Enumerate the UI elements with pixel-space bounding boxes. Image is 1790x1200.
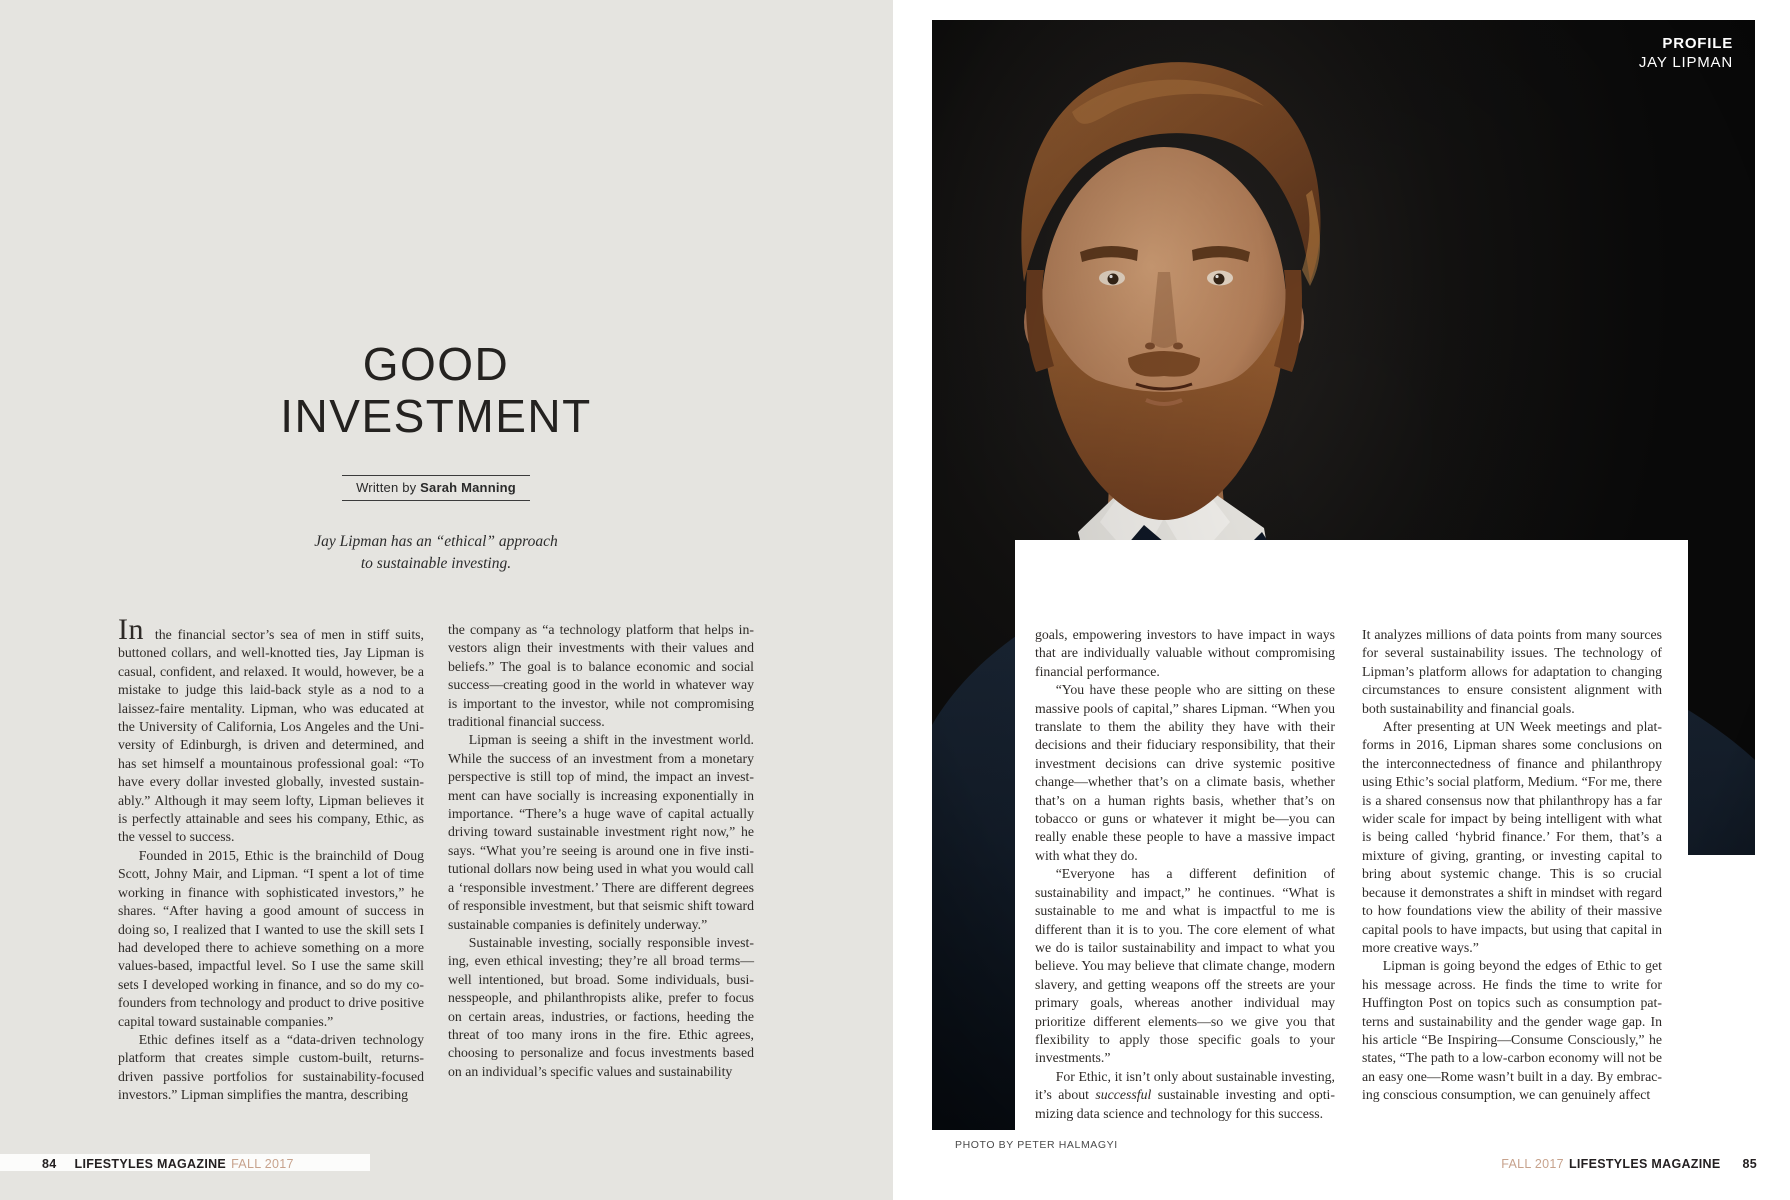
deck-line-2: to sustainable investing. [360,555,512,572]
title-block [118,0,754,575]
left-column-2 [448,621,754,1105]
photo-crop-patch [1688,855,1760,1132]
paragraph [1035,1068,1335,1123]
paragraph-text: sustainable investing and optimizing data science and technology for this success. [1035,1087,1335,1121]
paragraph: “Everyone has a different definition of sustainability and impact,” he continues. “What is sustainable to me and what is impactful to me is different than it is to you. The core element of what we do is tailor sustainability and impact to what you believe. You may believe that climate change, modern slavery, and getting weapons off the streets are your primary goals, whereas another individual may prioritize different elements—so we give you that flexibility to apply those specific goals to your investments.” [1035,866,1335,1066]
right-page-footer [1501,1157,1757,1171]
paragraph: It analyzes millions of data points from many sources for several sustainability issues. The technology of Lipman’s platform allows for adaptation to changing circumstances to ensure consistent alignment with both sustainability and financial goals. [1362,627,1662,716]
left-page-footer [42,1157,294,1171]
article-text-box [1015,540,1688,1130]
deck-line-1: Jay Lipman has an “ethical” approach [314,533,558,550]
article-deck [118,531,754,575]
right-column-2 [1362,626,1662,1130]
paragraph: Lipman is going beyond the edges of Ethic to get his message across. He finds the time to write for Huffington Post on topics such as consumption patterns and sustainability and the gender wage gap. In his article “Be Inspiring—Consume Consciously,” he states, “The path to a low-carbon economy will not be an easy one—Rome wasn’t built in a day. By embracing conscious consumption, we can genuinely affect [1362,958,1662,1103]
right-column-1 [1035,626,1335,1130]
paragraph: After presenting at UN Week meetings and platforms in 2016, Lipman shares some conclusions on the interconnectedness of finance and philanthropy using Ethic’s social platform, Medium. “For me, there is a shared consensus now that philanthropy has a far wider scale for impact by being intelligent with what is being called ‘hybrid finance.’ For them, that’s a mixture of giving, granting, or investing capital to bring about systemic change. This is so crucial because it demonstrates a shift in mindset with regard to how foundations view the ability of their massive capital pools to have impacts, but using that capital in more creative ways.” [1362,719,1662,955]
byline [342,475,530,501]
paragraph: goals, empowering investors to have impact in ways that are individually valuable without compromising financial performance. [1035,627,1335,679]
paragraph [118,613,424,847]
page-number: 85 [1742,1157,1757,1171]
byline-prefix: Written by [356,480,421,495]
paragraph: Lipman is seeing a shift in the investment world. While the success of an investment from a monetary perspective is still top of mind, the impact an investment can have socially is increasing exponentially in importance. “There’s a huge wave of capital actually driving toward sustainable investment right now,” he says. “What you’re seeing is around one in five institutional dollars now being used in what you would call a ‘responsible investment.’ There are different degrees of responsible investment, but that seismic shift toward sustainable companies is definitely underway.” [448,732,754,932]
body-columns [118,613,754,1105]
kicker-subject-name: JAY LIPMAN [1638,54,1733,71]
paragraph: Ethic defines itself as a “data-driven technology platform that creates simple custom-built, returns-driven passive portfolios for sustainability-focused investors.” Lipman simplifies the mantra, describing [118,1031,424,1103]
emphasized-word: successful [1095,1087,1152,1103]
title-line-1: GOOD [362,338,510,390]
photo-credit: PHOTO BY PETER HALMAGYI [955,1139,1118,1151]
paragraph: Founded in 2015, Ethic is the brainchild of Doug Scott, Johny Mair, and Lipman. “I spent a lot of time working in finance with sophisticated investors,” he shares. “After having a good amount of success in doing so, I realized that I wanted to use the skill sets I had developed there to achieve something on a more values-based, impactful level. So I use the same skill sets I developed working in finance, and so do my co-founders from technology and product to drive positive capital toward sustainable companies.” [118,847,424,1029]
page-number: 84 [42,1157,57,1171]
kicker [1639,34,1733,72]
paragraph-text: For Ethic, it isn’t only about sustainable investing, it’s about [1035,1068,1335,1103]
issue-label: FALL 2017 [231,1157,294,1171]
left-page [0,0,893,1200]
title-line-2: INVESTMENT [280,390,592,442]
paragraph-text: the financial sector’s sea of men in stiff suits, buttoned collars, and well-knotted ties, Jay Lipman is casual, confident, and relaxed. It would, however, be a mistake to judge this laid-back style as a nod to a laissez-faire mentality. Lipman, who was educated at the University of California, Los Angeles and the University of Edinburgh, is driven and determined, and has set himself a mountainous professional goal: “To have every dollar invested globally, invested sustainably.” Although it may seem lofty, Lipman believes it is perfectly attainable and sees his company, Ethic, as the vessel to success. [118,627,424,845]
paragraph: the company as “a technology platform that helps investors align their investments with their values and beliefs.” The goal is to balance economic and social success—creating good in the world in whatever way is important to the investor, while not compromising traditional financial success. [448,622,754,730]
paragraph: Sustainable investing, socially responsible investing, even ethical investing; they’re all broad terms—well intentioned, but broad. Some individuals, businesspeople, and philanthropists alike, prefer to focus on certain areas, industries, or factions, heeding the threat of too many irons in the fire. Ethic agrees, choosing to personalize and focus investments based on an individual’s specific values and sustainability [448,934,754,1079]
left-column-1 [118,613,424,1105]
article-title [118,338,754,442]
paragraph: “You have these people who are sitting on these massive pools of capital,” shares Lipman. “When you translate to them the ability they have with their decisions and their fiduciary responsibility, that their investment decisions can drive systemic positive change—whether that’s on a climate basis, whether that’s on a human rights basis, whether that’s on tobacco or guns or whatever it might be—you can really enable these people to have a massive impact with what they do. [1035,682,1335,863]
magazine-name: LIFESTYLES MAGAZINE [74,1157,227,1171]
byline-author: Sarah Manning [420,480,516,495]
kicker-label: PROFILE [1662,35,1733,52]
magazine-name: LIFESTYLES MAGAZINE [1568,1157,1721,1171]
issue-label: FALL 2017 [1501,1157,1564,1171]
raised-cap: In [118,613,144,646]
